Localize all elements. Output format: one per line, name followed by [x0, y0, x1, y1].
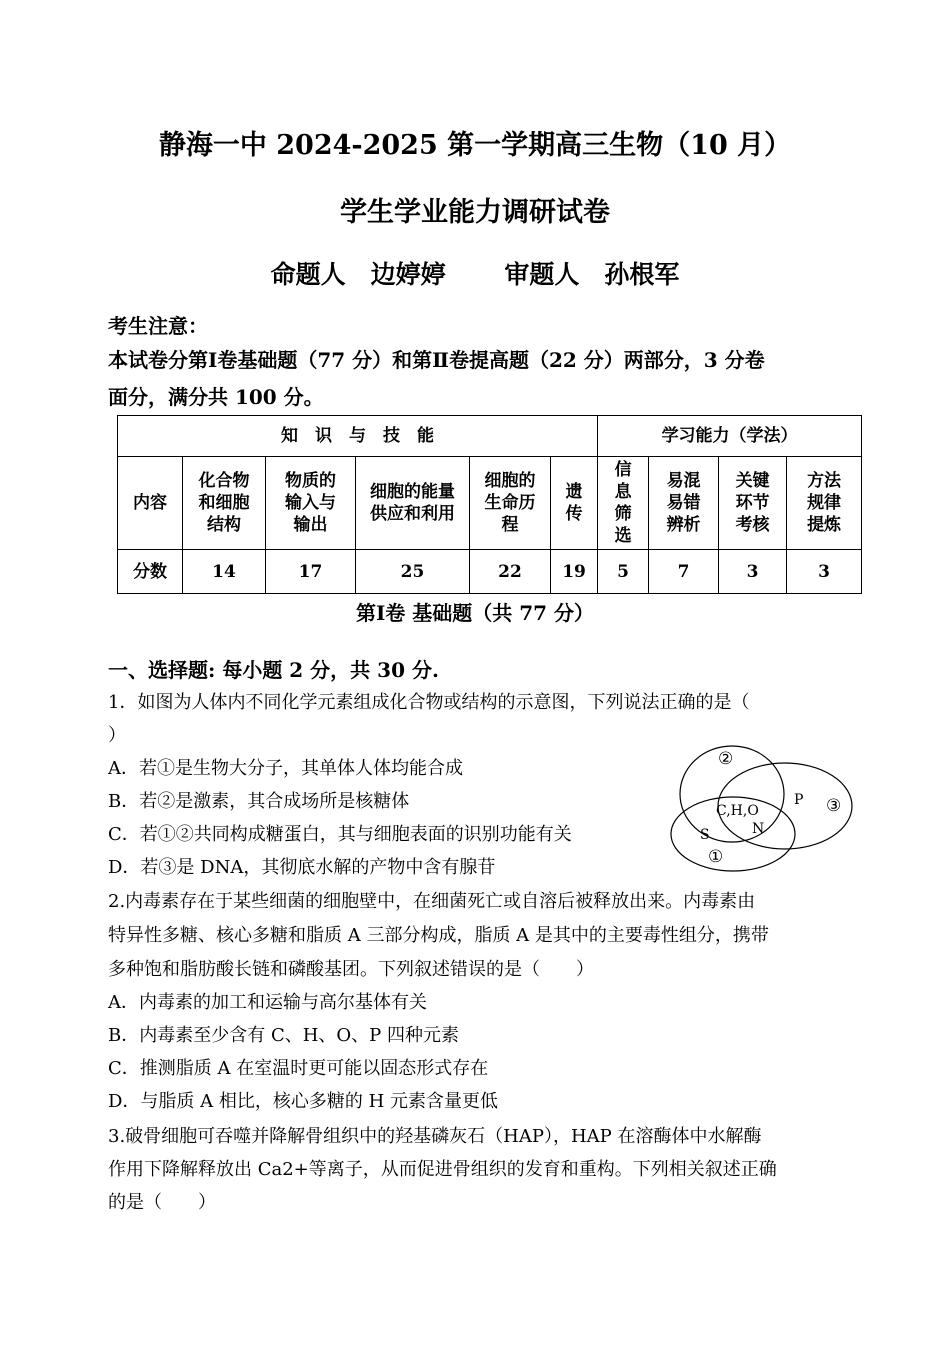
- group-header-ability: 学习能力（学法）: [598, 416, 862, 457]
- q2-stem-line-3: 多种饱和脂肪酸长链和磷酸基团。下列叙述错误的是（ ）: [108, 959, 594, 980]
- document-title: 静海一中 2024-2025 第一学期高三生物（10 月）: [158, 130, 792, 161]
- label-circle-3: ③: [826, 796, 842, 816]
- label-circle-2: ②: [718, 749, 734, 769]
- part-title: 第Ⅰ卷 基础题（共 77 分）: [355, 601, 595, 625]
- score-cell: 3: [787, 550, 862, 594]
- score-cell: 7: [649, 550, 719, 594]
- notice-label: 考生注意：: [108, 314, 208, 338]
- document-subtitle: 学生学业能力调研试卷: [340, 197, 610, 228]
- label-circle-1: ①: [708, 847, 724, 867]
- section-heading: 一、选择题: 每小题 2 分，共 30 分.: [108, 658, 439, 682]
- score-table: [117, 415, 862, 594]
- q2-option-c: C．推测脂质 A 在室温时更可能以固态形式存在: [108, 1058, 489, 1079]
- q1-option-c: C．若①②共同构成糖蛋白，其与细胞表面的识别功能有关: [108, 824, 572, 845]
- q2-option-d: D．与脂质 A 相比，核心多糖的 H 元素含量更低: [108, 1091, 499, 1112]
- q2-option-a: A．内毒素的加工和运输与高尔基体有关: [108, 992, 427, 1013]
- row-label-content: 内容: [118, 457, 183, 550]
- label-p: P: [794, 792, 804, 808]
- score-cell: 3: [719, 550, 787, 594]
- author-line: 命题人 边婷婷 审题人 孙根军: [270, 260, 680, 289]
- score-cell: 22: [470, 550, 551, 594]
- q3-stem-line-2: 作用下降解释放出 Ca2+等离子，从而促进骨组织的发育和重构。下列相关叙述正确: [108, 1159, 777, 1180]
- q1-stem-line-1: 1．如图为人体内不同化学元素组成化合物或结构的示意图，下列说法正确的是（: [108, 692, 750, 713]
- q1-option-b: B．若②是激素，其合成场所是核糖体: [108, 791, 410, 812]
- label-n: N: [752, 821, 765, 837]
- column-header: 细胞的能量供应和利用: [356, 457, 470, 550]
- label-s: S: [700, 827, 710, 843]
- column-header: 物质的输入与输出: [266, 457, 356, 550]
- score-cell: 5: [598, 550, 649, 594]
- group-header-knowledge: 知 识 与 技 能: [118, 416, 598, 457]
- q1-stem-line-2: ）: [108, 725, 126, 746]
- score-cell: 17: [266, 550, 356, 594]
- notice-line-1: 本试卷分第Ⅰ卷基础题（77 分）和第Ⅱ卷提高题（22 分）两部分，3 分卷: [108, 348, 765, 372]
- score-cell: 25: [356, 550, 470, 594]
- element-venn-diagram: [660, 738, 860, 874]
- column-header: 遗传: [551, 457, 598, 550]
- column-header: 关键环节考核: [719, 457, 787, 550]
- q2-stem-line-2: 特异性多糖、核心多糖和脂质 A 三部分构成，脂质 A 是其中的主要毒性组分，携带: [108, 925, 769, 946]
- label-chon: C,H,O: [716, 803, 759, 819]
- q2-option-b: B．内毒素至少含有 C、H、O、P 四种元素: [108, 1025, 460, 1046]
- score-cell: 14: [183, 550, 266, 594]
- column-header: 信息筛选: [598, 457, 649, 550]
- q1-option-d: D．若③是 DNA，其彻底水解的产物中含有腺苷: [108, 857, 496, 878]
- score-cell: 19: [551, 550, 598, 594]
- notice-line-2: 面分，满分共 100 分。: [108, 385, 324, 409]
- column-header: 细胞的生命历程: [470, 457, 551, 550]
- q3-stem-line-3: 的是（ ）: [108, 1192, 216, 1213]
- column-header: 易混易错辨析: [649, 457, 719, 550]
- row-label-score: 分数: [118, 550, 183, 594]
- q2-stem-line-1: 2.内毒素存在于某些细菌的细胞壁中，在细菌死亡或自溶后被释放出来。内毒素由: [108, 891, 756, 912]
- column-header: 化合物和细胞结构: [183, 457, 266, 550]
- q3-stem-line-1: 3.破骨细胞可吞噬并降解骨组织中的羟基磷灰石（HAP），HAP 在溶酶体中水解酶: [108, 1126, 762, 1147]
- column-header: 方法规律提炼: [787, 457, 862, 550]
- q1-option-a: A．若①是生物大分子，其单体人体均能合成: [108, 758, 463, 779]
